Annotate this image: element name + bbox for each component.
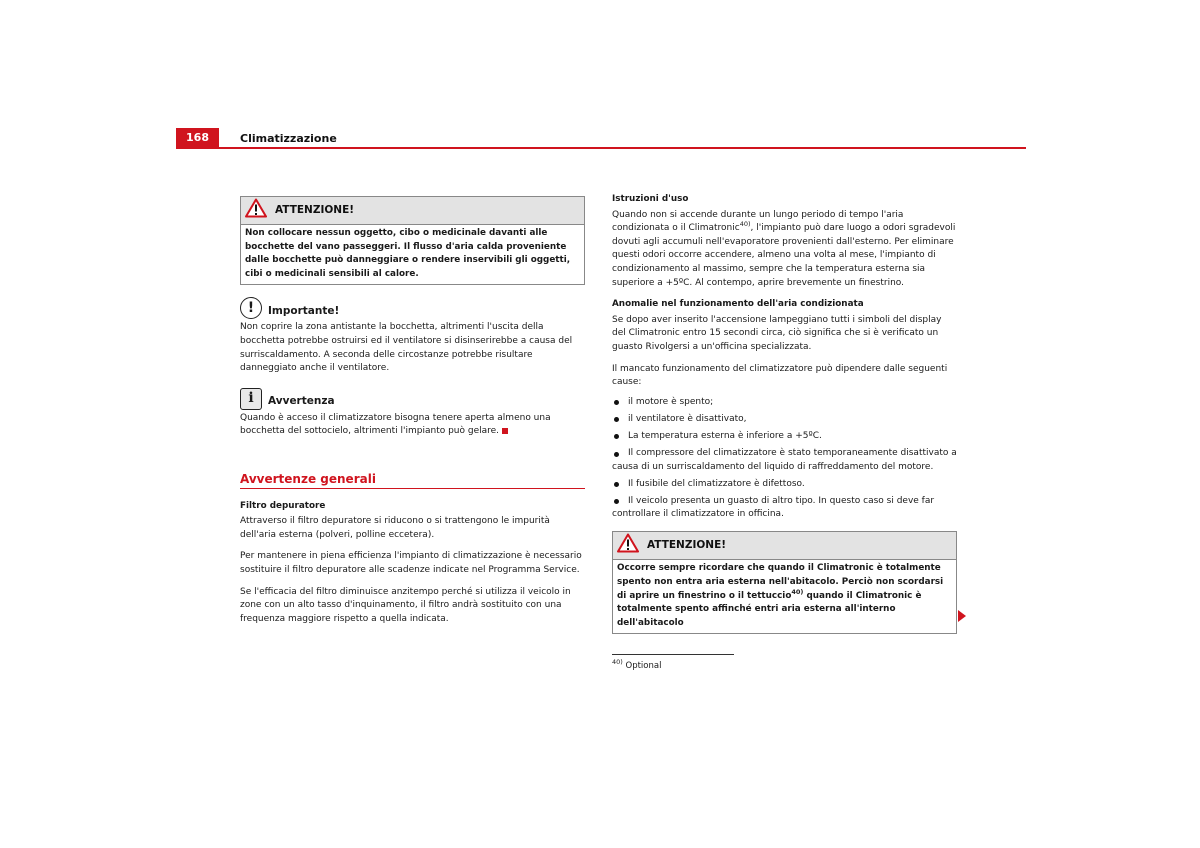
warning-body xyxy=(613,560,956,633)
anomaly-heading: Anomalie nel funzionamento dell'aria condizionata xyxy=(612,299,864,310)
warning-body: Non collocare nessun oggetto, cibo o medicinale davanti alle bocchette del vano passeggeri. Il flusso d'aria calda proveniente dalle bocchette può danneggiare o rendere inservibili gli oggetti, cibi o medicinali sensibili al calore. xyxy=(245,228,571,279)
note-header xyxy=(240,388,585,410)
warning-box-right xyxy=(612,531,957,634)
filter-heading: Filtro depuratore xyxy=(240,500,326,511)
instructions-heading: Istruzioni d'uso xyxy=(612,194,689,204)
warning-title: ATTENZIONE! xyxy=(275,203,355,216)
warning-header xyxy=(613,532,956,560)
footnote-ref: 40) xyxy=(739,220,751,229)
anomaly-body: Se dopo aver inserito l'accensione lampeggiano tutti i simboli del display del Climatronic entro 15 secondi circa, ciò significa che si è verificato un guasto Rivolgersi a un'officina specializzata. xyxy=(612,314,942,352)
warning-body-b: quando il Climatronic è totalmente spento affinché entri aria esterna all'interno dell'abitacolo xyxy=(617,590,922,628)
warning-triangle-icon xyxy=(617,533,639,559)
header-rule xyxy=(176,147,1026,149)
left-column xyxy=(240,196,585,626)
footnote-text: Optional xyxy=(625,661,662,671)
list-item: il ventilatore è disattivato, xyxy=(612,413,957,427)
end-square-icon xyxy=(502,428,508,434)
filter-paragraph-2: Per mantenere in piena efficienza l'impianto di climatizzazione è necessario sostituire il filtro depuratore alle scadenze indicate nel Programma Service. xyxy=(240,551,582,575)
filter-paragraph-3: Se l'efficacia del filtro diminuisce anzitempo perché si utilizza il veicolo in zone con un alto tasso d'inquinamento, il filtro andrà sostituito con una frequenza maggiore rispetto a quella indicata. xyxy=(240,586,571,624)
list-item: Il veicolo presenta un guasto di altro tipo. In questo caso si deve far controllare il climatizzatore in officina. xyxy=(612,495,957,522)
warning-title: ATTENZIONE! xyxy=(647,539,727,552)
note-paragraph xyxy=(240,412,585,439)
important-header xyxy=(240,297,585,319)
exclamation-circle-icon: ! xyxy=(240,297,262,319)
running-header: Climatizzazione xyxy=(240,132,337,145)
note-title: Avvertenza xyxy=(268,395,335,408)
instructions-body-b: , l'impianto può dare luogo a odori sgradevoli dovuti agli accumuli nell'evaporatore provenienti dall'esterno. Per eliminare questi odori occorre accendere, almeno una volta al mese, l'impianto di condizionamento al massimo, sempre che la temperatura esterna sia superiore a +5ºC. Al contempo, aprire brevemente un finestrino. xyxy=(612,223,956,288)
instructions-body-a: Quando non si accende durante un lungo periodo di tempo l'aria condizionata o il Climatronic xyxy=(612,209,904,234)
list-item: La temperatura esterna è inferiore a +5ºC. xyxy=(612,430,957,444)
list-item: Il compressore del climatizzatore è stato temporaneamente disattivato a causa di un surriscaldamento del liquido di raffreddamento del motore. xyxy=(612,447,957,474)
footnote-rule xyxy=(612,654,734,655)
warning-body-a: Occorre sempre ricordare che quando il Climatronic è totalmente spento non entra aria esterna nell'abitacolo. Perciò non scordarsi di aprire un finestrino o il tettuccio xyxy=(617,563,944,601)
footnote-mark: 40) xyxy=(612,658,623,667)
causes-list xyxy=(612,396,957,522)
instructions-paragraph xyxy=(612,209,957,291)
warning-triangle-icon xyxy=(245,198,267,224)
causes-intro: Il mancato funzionamento del climatizzatore può dipendere dalle seguenti cause: xyxy=(612,363,948,388)
important-body: Non coprire la zona antistante la bocchetta, altrimenti l'uscita della bocchetta potrebbe ostruirsi ed il ventilatore si disinserirebbe a causa del surriscaldamento. A seconda delle circostanze potrebbe risultare danneggiato anche il ventilatore. xyxy=(240,322,573,374)
important-title: Importante! xyxy=(268,304,340,317)
warning-box-left xyxy=(240,196,585,285)
footnote xyxy=(612,658,662,671)
filter-paragraph-1: Attraverso il filtro depuratore si riducono o si trattengono le impurità dell'aria esterna (polveri, polline eccetera). xyxy=(240,516,550,540)
page-number: 168 xyxy=(176,128,219,148)
list-item: il motore è spento; xyxy=(612,396,957,410)
footnote-ref: 40) xyxy=(791,587,804,596)
continue-arrow-icon xyxy=(958,610,966,622)
info-icon: i xyxy=(240,388,262,410)
section-title: Avvertenze generali xyxy=(240,473,585,489)
right-column xyxy=(612,193,957,634)
warning-header xyxy=(241,197,584,225)
note-body: Quando è acceso il climatizzatore bisogna tenere aperta almeno una bocchetta del sottocielo, altrimenti l'impianto può gelare. xyxy=(240,412,551,437)
list-item: Il fusibile del climatizzatore è difettoso. xyxy=(612,478,957,492)
